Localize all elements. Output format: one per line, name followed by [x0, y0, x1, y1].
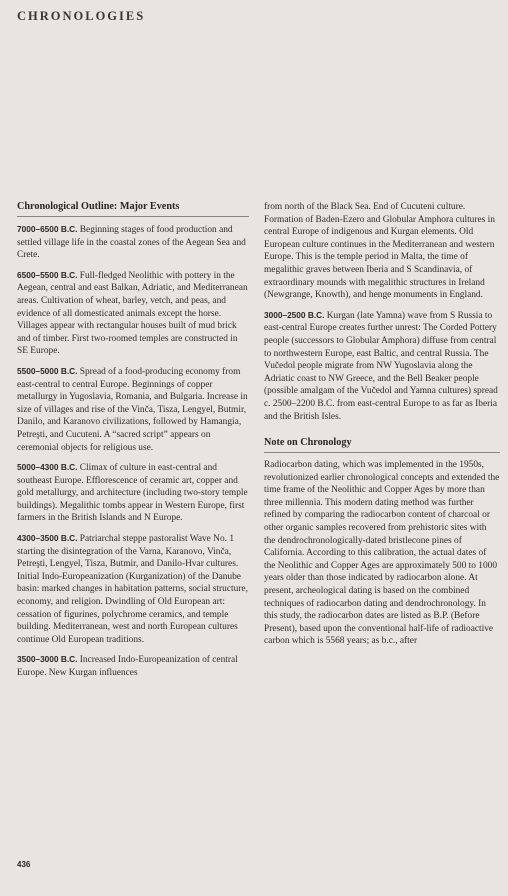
title-rule [17, 216, 249, 217]
entry-text: Patriarchal steppe pastoralist Wave No. 1 starting the disintegration of the Varna, Karanovo, Vinča, Petreşti, Lengyel, Tisza, Butmir, and Danilo-Hvar cultures. Initial Indo-Europeanization (Kurganization) of the Danube basin: marked changes in habitation patterns, social structure, economy, and religion. Dwindling of Old European art: cessation of figurines, polychrome ceramics, and temple building. Mediterranean, west and north European cultures continue Old European traditions. [17, 534, 248, 645]
note-rule [264, 452, 500, 453]
entry-5000 [17, 461, 249, 525]
note-title: Note on Chronology [264, 437, 352, 449]
entry-4300 [17, 532, 249, 646]
entry-date: 5500–5000 B.C. [17, 365, 78, 376]
running-header: CHRONOLOGIES [17, 9, 146, 23]
section-title: Chronological Outline: Major Events [17, 201, 180, 212]
entry-3000 [264, 309, 500, 423]
note-body: Radiocarbon dating, which was implemented in the 1950s, revolutionized earlier chronological concepts and extended the time frame of the Neolithic and Copper Ages by more than three millennia. This modern dating method was further refined by comparing the radiocarbon content of charcoal or other organic samples recovered from prehistoric sites with the dendrochronologically-dated bristlecone pines of California. According to this calibration, the actual dates of the Neolithic and Copper Ages are approximately 500 to 1000 years older than those indicated by radiocarbon alone. At present, archeological dating is based on the combined techniques of radiocarbon dating and dendrochronology. In this study, the radiocarbon dates are listed as B.P. (Before Present), based upon the conventional half-life of radioactive carbon which is 5568 years; as b.c., after [264, 460, 500, 647]
entry-6500 [17, 269, 249, 358]
left-column [17, 200, 249, 687]
entry-text: Full-fledged Neolithic with pottery in the Aegean, central and east Balkan, Adriatic, and Mediterranean areas. Cultivation of wheat, barley, vetch, and peas, and evidence of all domesticated animals except the horse. Villages appear with rectangular houses built of mud brick and of timber. First two-roomed temples are constructed in SE Europe. [17, 270, 248, 357]
entry-date: 3500–3000 B.C. [17, 654, 78, 665]
entry-date: 6500–5500 B.C. [17, 269, 78, 280]
continued-paragraph: from north of the Black Sea. End of Cucuteni culture. Formation of Baden-Ezero and Globular Amphora cultures in central Europe of indigenous and Kurgan elements. Old European culture continues in the Mediterranean and western Europe. This is the temple period in Malta, the time of megalithic graves between Iberia and S Scandinavia, of extraordinary mounds with megalithic structures in Ireland (Newgrange, Knowth), and henge monuments in England. [264, 202, 495, 301]
entry-text: Climax of culture in east-central and southeast Europe. Efflorescence of ceramic art, copper and gold metallurgy, and architecture (including two-story temple buildings). Megalithic tombs appear in Western Europe, first farmers in the British Islands and N Europe. [17, 463, 248, 524]
entry-date: 4300–3500 B.C. [17, 533, 78, 544]
entry-date: 5000–4300 B.C. [17, 462, 78, 473]
page-number: 436 [17, 860, 31, 869]
entry-date: 7000–6500 B.C. [17, 224, 78, 234]
entry-text: Kurgan (late Yamna) wave from S Russia to east-central Europe creates further unrest: The Corded Pottery people (successors to Globular Amphora) diffuse from central to northwestern Europe, east Baltic, and central Russia. The Vučedol people migrate from NW Yugoslavia along the Adriatic coast to NW Greece, and the Bell Beaker people (possible amalgam of the Vučedol and Yamna cultures) spread c. 2500–2200 B.C. from east-central Europe to as far as Iberia and the British Isles. [264, 310, 498, 422]
entry-7000 [17, 223, 249, 262]
right-column [264, 201, 500, 648]
entry-3500 [17, 653, 249, 679]
entry-date: 3000–2500 B.C. [264, 309, 325, 320]
entry-text: Increased Indo-Europeanization of central Europe. New Kurgan influences [17, 655, 238, 678]
entry-5500 [17, 365, 249, 454]
entry-text: Beginning stages of food production and settled village life in the coastal zones of the Aegean Sea and Crete. [17, 225, 246, 261]
entry-text: Spread of a food-producing economy from east-central to central Europe. Beginnings of copper metallurgy in Yugoslavia, Romania, and Bulgaria. Increase in size of villages and rise of the Vinča, Tisza, Lengyel, Butmir, Danilo, and Karanovo civilizations, followed by Hamangia, Petreşti, and Cucuteni. A “sacred script” appears on ceremonial objects for religious use. [17, 366, 248, 453]
